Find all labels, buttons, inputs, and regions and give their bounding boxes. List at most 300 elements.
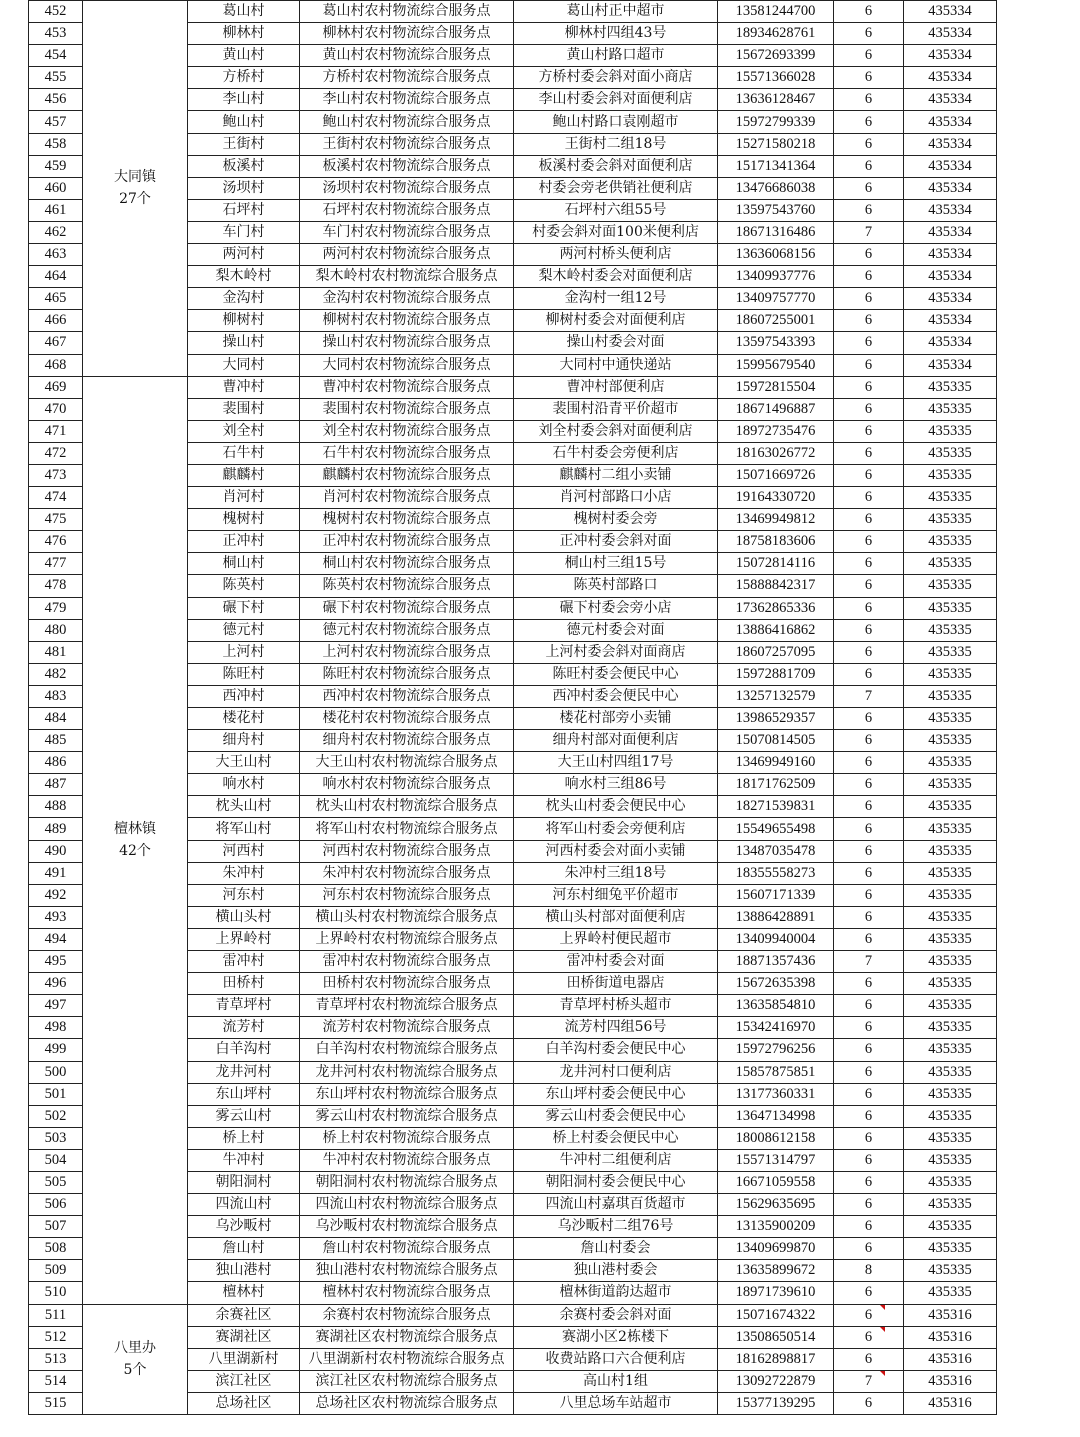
row-number-cell: 488 [29, 796, 83, 818]
count-cell: 6 [834, 420, 904, 442]
row-number-cell: 476 [29, 531, 83, 553]
village-cell: 东山坪村 [188, 1083, 300, 1105]
village-cell: 碾下村 [188, 597, 300, 619]
town-cell [83, 1304, 188, 1414]
village-cell: 詹山村 [188, 1238, 300, 1260]
service-point-cell: 枕头山村农村物流综合服务点 [300, 796, 514, 818]
count-cell: 6 [834, 995, 904, 1017]
count-cell: 6 [834, 1171, 904, 1193]
count-cell: 6 [834, 266, 904, 288]
service-point-cell: 乌沙畈村农村物流综合服务点 [300, 1216, 514, 1238]
count-cell: 6 [834, 45, 904, 67]
phone-cell: 13257132579 [718, 685, 834, 707]
location-cell: 碾下村委会旁小店 [514, 597, 718, 619]
village-cell: 肖河村 [188, 487, 300, 509]
service-point-cell: 碾下村农村物流综合服务点 [300, 597, 514, 619]
phone-cell: 13636068156 [718, 244, 834, 266]
service-point-cell: 流芳村农村物流综合服务点 [300, 1017, 514, 1039]
service-point-cell: 四流山村农村物流综合服务点 [300, 1194, 514, 1216]
postcode-cell: 435334 [904, 332, 997, 354]
postcode-cell: 435316 [904, 1304, 997, 1326]
postcode-cell: 435335 [904, 531, 997, 553]
row-number-cell: 474 [29, 487, 83, 509]
postcode-cell: 435316 [904, 1348, 997, 1370]
row-number-cell: 452 [29, 1, 83, 23]
phone-cell: 15549655498 [718, 818, 834, 840]
village-cell: 车门村 [188, 221, 300, 243]
postcode-cell: 435335 [904, 995, 997, 1017]
location-cell: 上界岭村便民超市 [514, 928, 718, 950]
row-number-cell: 483 [29, 685, 83, 707]
postcode-cell: 435335 [904, 884, 997, 906]
phone-cell: 13469949160 [718, 752, 834, 774]
count-cell: 6 [834, 928, 904, 950]
village-cell: 白羊沟村 [188, 1039, 300, 1061]
row-number-cell: 479 [29, 597, 83, 619]
location-cell: 两河村桥头便利店 [514, 244, 718, 266]
service-point-cell: 车门村农村物流综合服务点 [300, 221, 514, 243]
village-cell: 朱冲村 [188, 862, 300, 884]
count-cell: 6 [834, 442, 904, 464]
postcode-cell: 435335 [904, 928, 997, 950]
row-number-cell: 458 [29, 133, 83, 155]
count-cell: 6 [834, 1304, 904, 1326]
count-cell: 6 [834, 288, 904, 310]
location-cell: 雷冲村委会对面 [514, 951, 718, 973]
service-point-cell: 滨江社区农村物流综合服务点 [300, 1370, 514, 1392]
phone-cell: 13635899672 [718, 1260, 834, 1282]
count-cell: 6 [834, 1061, 904, 1083]
phone-cell: 13476686038 [718, 177, 834, 199]
village-cell: 王街村 [188, 133, 300, 155]
location-cell: 四流山村嘉琪百货超市 [514, 1194, 718, 1216]
location-cell: 西冲村委会便民中心 [514, 685, 718, 707]
table-row [29, 1304, 997, 1326]
count-cell: 6 [834, 906, 904, 928]
phone-cell: 13177360331 [718, 1083, 834, 1105]
location-cell: 高山村1组 [514, 1370, 718, 1392]
service-point-cell: 葛山村农村物流综合服务点 [300, 1, 514, 23]
row-number-cell: 504 [29, 1149, 83, 1171]
location-cell: 村委会斜对面100米便利店 [514, 221, 718, 243]
phone-cell: 16671059558 [718, 1171, 834, 1193]
phone-cell: 15070814505 [718, 730, 834, 752]
count-cell: 8 [834, 1260, 904, 1282]
postcode-cell: 435334 [904, 177, 997, 199]
location-cell: 东山坪村委会便民中心 [514, 1083, 718, 1105]
service-point-cell: 独山港村农村物流综合服务点 [300, 1260, 514, 1282]
village-cell: 方桥村 [188, 67, 300, 89]
comment-marker [880, 1305, 885, 1310]
service-point-cell: 牛冲村农村物流综合服务点 [300, 1149, 514, 1171]
postcode-cell: 435335 [904, 619, 997, 641]
location-cell: 将军山村委会旁便利店 [514, 818, 718, 840]
phone-cell: 15071669726 [718, 464, 834, 486]
service-point-cell: 横山头村农村物流综合服务点 [300, 906, 514, 928]
village-cell: 四流山村 [188, 1194, 300, 1216]
postcode-cell: 435334 [904, 354, 997, 376]
service-point-cell: 响水村农村物流综合服务点 [300, 774, 514, 796]
phone-cell: 18171762509 [718, 774, 834, 796]
village-cell: 乌沙畈村 [188, 1216, 300, 1238]
village-cell: 金沟村 [188, 288, 300, 310]
location-cell: 梨木岭村委会对面便利店 [514, 266, 718, 288]
location-cell: 白羊沟村委会便民中心 [514, 1039, 718, 1061]
phone-cell: 13487035478 [718, 840, 834, 862]
service-point-cell: 板溪村农村物流综合服务点 [300, 155, 514, 177]
service-point-cell: 青草坪村农村物流综合服务点 [300, 995, 514, 1017]
phone-cell: 19164330720 [718, 487, 834, 509]
village-cell: 汤坝村 [188, 177, 300, 199]
postcode-cell: 435335 [904, 487, 997, 509]
phone-cell: 15995679540 [718, 354, 834, 376]
postcode-cell: 435335 [904, 1216, 997, 1238]
count-cell: 6 [834, 332, 904, 354]
count-cell: 6 [834, 796, 904, 818]
service-point-cell: 李山村农村物流综合服务点 [300, 89, 514, 111]
postcode-cell: 435316 [904, 1370, 997, 1392]
location-cell: 乌沙畈村二组76号 [514, 1216, 718, 1238]
village-cell: 刘全村 [188, 420, 300, 442]
count-cell: 6 [834, 199, 904, 221]
phone-cell: 13508650514 [718, 1326, 834, 1348]
village-cell: 雾云山村 [188, 1105, 300, 1127]
phone-cell: 18758183606 [718, 531, 834, 553]
row-number-cell: 514 [29, 1370, 83, 1392]
count-cell: 6 [834, 177, 904, 199]
count-cell: 6 [834, 1216, 904, 1238]
count-cell: 6 [834, 730, 904, 752]
postcode-cell: 435335 [904, 509, 997, 531]
location-cell: 青草坪村桥头超市 [514, 995, 718, 1017]
row-number-cell: 508 [29, 1238, 83, 1260]
location-cell: 陈旺村委会便民中心 [514, 663, 718, 685]
location-cell: 雾云山村委会便民中心 [514, 1105, 718, 1127]
postcode-cell: 435335 [904, 730, 997, 752]
postcode-cell: 435335 [904, 376, 997, 398]
row-number-cell: 463 [29, 244, 83, 266]
postcode-cell: 435335 [904, 1260, 997, 1282]
village-cell: 柳林村 [188, 23, 300, 45]
count-cell: 6 [834, 398, 904, 420]
village-cell: 裴围村 [188, 398, 300, 420]
town-cell [83, 376, 188, 1304]
row-number-cell: 503 [29, 1127, 83, 1149]
count-cell: 6 [834, 133, 904, 155]
row-number-cell: 505 [29, 1171, 83, 1193]
row-number-cell: 470 [29, 398, 83, 420]
count-cell: 6 [834, 111, 904, 133]
service-point-cell: 檀林村农村物流综合服务点 [300, 1282, 514, 1304]
count-cell: 6 [834, 1127, 904, 1149]
phone-cell: 15972799339 [718, 111, 834, 133]
location-cell: 朝阳洞村委会便民中心 [514, 1171, 718, 1193]
service-point-cell: 方桥村农村物流综合服务点 [300, 67, 514, 89]
village-cell: 滨江社区 [188, 1370, 300, 1392]
service-point-cell: 陈旺村农村物流综合服务点 [300, 663, 514, 685]
postcode-cell: 435334 [904, 111, 997, 133]
village-cell: 枕头山村 [188, 796, 300, 818]
count-cell: 6 [834, 619, 904, 641]
postcode-cell: 435335 [904, 641, 997, 663]
phone-cell: 13469949812 [718, 509, 834, 531]
village-cell: 牛冲村 [188, 1149, 300, 1171]
service-point-cell: 槐树村农村物流综合服务点 [300, 509, 514, 531]
count-cell: 7 [834, 221, 904, 243]
village-cell: 操山村 [188, 332, 300, 354]
service-point-cell: 鲍山村农村物流综合服务点 [300, 111, 514, 133]
count-cell: 6 [834, 1105, 904, 1127]
count-cell: 6 [834, 1017, 904, 1039]
village-cell: 鲍山村 [188, 111, 300, 133]
count-cell: 6 [834, 884, 904, 906]
service-point-cell: 西冲村农村物流综合服务点 [300, 685, 514, 707]
village-cell: 横山头村 [188, 906, 300, 928]
service-point-cell: 陈英村农村物流综合服务点 [300, 575, 514, 597]
location-cell: 石坪村六组55号 [514, 199, 718, 221]
count-cell: 6 [834, 1083, 904, 1105]
town-count: 42个 [119, 843, 151, 860]
service-point-cell: 黄山村农村物流综合服务点 [300, 45, 514, 67]
postcode-cell: 435335 [904, 420, 997, 442]
row-number-cell: 512 [29, 1326, 83, 1348]
count-cell: 6 [834, 818, 904, 840]
row-number-cell: 502 [29, 1105, 83, 1127]
row-number-cell: 455 [29, 67, 83, 89]
phone-cell: 15972881709 [718, 663, 834, 685]
location-cell: 方桥村委会斜对面小商店 [514, 67, 718, 89]
village-cell: 八里湖新村 [188, 1348, 300, 1370]
phone-cell: 13409940004 [718, 928, 834, 950]
postcode-cell: 435335 [904, 553, 997, 575]
phone-cell: 13135900209 [718, 1216, 834, 1238]
row-number-cell: 460 [29, 177, 83, 199]
postcode-cell: 435335 [904, 862, 997, 884]
service-point-cell: 田桥村农村物流综合服务点 [300, 973, 514, 995]
village-cell: 两河村 [188, 244, 300, 266]
row-number-cell: 501 [29, 1083, 83, 1105]
location-cell: 上河村委会斜对面商店 [514, 641, 718, 663]
location-cell: 朱冲村三组18号 [514, 862, 718, 884]
count-cell: 6 [834, 752, 904, 774]
village-cell: 梨木岭村 [188, 266, 300, 288]
service-point-cell: 两河村农村物流综合服务点 [300, 244, 514, 266]
count-cell: 6 [834, 23, 904, 45]
phone-cell: 13092722879 [718, 1370, 834, 1392]
location-cell: 枕头山村委会便民中心 [514, 796, 718, 818]
row-number-cell: 467 [29, 332, 83, 354]
service-point-cell: 詹山村农村物流综合服务点 [300, 1238, 514, 1260]
village-cell: 青草坪村 [188, 995, 300, 1017]
comment-marker [880, 1327, 885, 1332]
row-number-cell: 515 [29, 1392, 83, 1414]
postcode-cell: 435335 [904, 1083, 997, 1105]
count-cell: 7 [834, 1370, 904, 1392]
location-cell: 独山港村委会 [514, 1260, 718, 1282]
location-cell: 细舟村部对面便利店 [514, 730, 718, 752]
postcode-cell: 435335 [904, 1017, 997, 1039]
location-cell: 河东村细兔平价超市 [514, 884, 718, 906]
service-point-cell: 梨木岭村农村物流综合服务点 [300, 266, 514, 288]
village-cell: 正冲村 [188, 531, 300, 553]
village-cell: 朝阳洞村 [188, 1171, 300, 1193]
postcode-cell: 435335 [904, 752, 997, 774]
phone-cell: 18871357436 [718, 951, 834, 973]
location-cell: 曹冲村部便利店 [514, 376, 718, 398]
service-point-cell: 总场社区农村物流综合服务点 [300, 1392, 514, 1414]
location-cell: 柳树村委会对面便利店 [514, 310, 718, 332]
count-cell: 6 [834, 641, 904, 663]
phone-cell: 18162898817 [718, 1348, 834, 1370]
table-body [29, 1, 997, 1415]
village-cell: 大王山村 [188, 752, 300, 774]
count-cell: 6 [834, 1194, 904, 1216]
location-cell: 村委会旁老供销社便利店 [514, 177, 718, 199]
location-cell: 桥上村委会便民中心 [514, 1127, 718, 1149]
phone-cell: 18607257095 [718, 641, 834, 663]
service-point-cell: 大同村农村物流综合服务点 [300, 354, 514, 376]
location-cell: 陈英村部路口 [514, 575, 718, 597]
village-cell: 独山港村 [188, 1260, 300, 1282]
location-cell: 正冲村委会斜对面 [514, 531, 718, 553]
location-cell: 操山村委会对面 [514, 332, 718, 354]
postcode-cell: 435334 [904, 266, 997, 288]
count-cell: 6 [834, 1238, 904, 1260]
service-point-cell: 朱冲村农村物流综合服务点 [300, 862, 514, 884]
count-cell: 6 [834, 531, 904, 553]
phone-cell: 18607255001 [718, 310, 834, 332]
count-cell: 6 [834, 663, 904, 685]
postcode-cell: 435335 [904, 1061, 997, 1083]
village-cell: 桐山村 [188, 553, 300, 575]
service-point-cell: 裴围村农村物流综合服务点 [300, 398, 514, 420]
service-point-cell: 楼花村农村物流综合服务点 [300, 708, 514, 730]
row-number-cell: 509 [29, 1260, 83, 1282]
service-point-cell: 柳树村农村物流综合服务点 [300, 310, 514, 332]
village-cell: 曹冲村 [188, 376, 300, 398]
village-cell: 石牛村 [188, 442, 300, 464]
row-number-cell: 506 [29, 1194, 83, 1216]
phone-cell: 13597543760 [718, 199, 834, 221]
row-number-cell: 511 [29, 1304, 83, 1326]
phone-cell: 18008612158 [718, 1127, 834, 1149]
postcode-cell: 435335 [904, 1282, 997, 1304]
location-cell: 余赛村委会斜对面 [514, 1304, 718, 1326]
service-point-cell: 金沟村农村物流综合服务点 [300, 288, 514, 310]
location-cell: 鲍山村路口袁刚超市 [514, 111, 718, 133]
service-point-cell: 刘全村农村物流综合服务点 [300, 420, 514, 442]
postcode-cell: 435334 [904, 67, 997, 89]
town-name: 八里办 [114, 1340, 156, 1357]
location-cell: 柳林村四组43号 [514, 23, 718, 45]
location-cell: 楼花村部旁小卖铺 [514, 708, 718, 730]
postcode-cell: 435334 [904, 244, 997, 266]
row-number-cell: 475 [29, 509, 83, 531]
location-cell: 板溪村委会斜对面便利店 [514, 155, 718, 177]
village-cell: 檀林村 [188, 1282, 300, 1304]
village-cell: 桥上村 [188, 1127, 300, 1149]
row-number-cell: 500 [29, 1061, 83, 1083]
location-cell: 赛湖小区2栋楼下 [514, 1326, 718, 1348]
village-cell: 葛山村 [188, 1, 300, 23]
phone-cell: 15071674322 [718, 1304, 834, 1326]
village-cell: 陈旺村 [188, 663, 300, 685]
row-number-cell: 472 [29, 442, 83, 464]
location-cell: 流芳村四组56号 [514, 1017, 718, 1039]
service-point-cell: 王街村农村物流综合服务点 [300, 133, 514, 155]
count-cell: 6 [834, 973, 904, 995]
phone-cell: 13886428891 [718, 906, 834, 928]
phone-cell: 13409757770 [718, 288, 834, 310]
row-number-cell: 486 [29, 752, 83, 774]
location-cell: 金沟村一组12号 [514, 288, 718, 310]
village-cell: 河东村 [188, 884, 300, 906]
service-point-cell: 雷冲村农村物流综合服务点 [300, 951, 514, 973]
village-cell: 总场社区 [188, 1392, 300, 1414]
count-cell: 6 [834, 774, 904, 796]
village-cell: 田桥村 [188, 973, 300, 995]
postcode-cell: 435334 [904, 155, 997, 177]
location-cell: 王街村二组18号 [514, 133, 718, 155]
village-cell: 雷冲村 [188, 951, 300, 973]
town-count: 5个 [123, 1362, 147, 1379]
village-cell: 板溪村 [188, 155, 300, 177]
phone-cell: 13409937776 [718, 266, 834, 288]
service-point-cell: 石牛村农村物流综合服务点 [300, 442, 514, 464]
location-cell: 田桥街道电器店 [514, 973, 718, 995]
service-point-cell: 汤坝村农村物流综合服务点 [300, 177, 514, 199]
phone-cell: 15972815504 [718, 376, 834, 398]
location-cell: 石牛村委会旁便利店 [514, 442, 718, 464]
count-cell: 6 [834, 1392, 904, 1414]
location-cell: 裴围村沿青平价超市 [514, 398, 718, 420]
postcode-cell: 435335 [904, 597, 997, 619]
postcode-cell: 435335 [904, 1127, 997, 1149]
location-cell: 葛山村正中超市 [514, 1, 718, 23]
postcode-cell: 435335 [904, 1171, 997, 1193]
location-cell: 大王山村四组17号 [514, 752, 718, 774]
service-point-cell: 八里湖新村农村物流综合服务点 [300, 1348, 514, 1370]
location-cell: 大同村中通快递站 [514, 354, 718, 376]
postcode-cell: 435316 [904, 1326, 997, 1348]
service-point-cell: 赛湖社区农村物流综合服务点 [300, 1326, 514, 1348]
row-number-cell: 462 [29, 221, 83, 243]
row-number-cell: 481 [29, 641, 83, 663]
row-number-cell: 471 [29, 420, 83, 442]
town-cell [83, 1, 188, 377]
postcode-cell: 435335 [904, 796, 997, 818]
village-cell: 上界岭村 [188, 928, 300, 950]
service-point-cell: 上界岭村农村物流综合服务点 [300, 928, 514, 950]
phone-cell: 17362865336 [718, 597, 834, 619]
count-cell: 6 [834, 464, 904, 486]
service-point-cell: 德元村农村物流综合服务点 [300, 619, 514, 641]
phone-cell: 13647134998 [718, 1105, 834, 1127]
location-cell: 槐树村委会旁 [514, 509, 718, 531]
phone-cell: 13636128467 [718, 89, 834, 111]
service-point-cell: 雾云山村农村物流综合服务点 [300, 1105, 514, 1127]
location-cell: 刘全村委会斜对面便利店 [514, 420, 718, 442]
count-cell: 6 [834, 708, 904, 730]
postcode-cell: 435335 [904, 906, 997, 928]
service-point-cell: 上河村农村物流综合服务点 [300, 641, 514, 663]
phone-cell: 18971739610 [718, 1282, 834, 1304]
phone-cell: 13886416862 [718, 619, 834, 641]
phone-cell: 18972735476 [718, 420, 834, 442]
postcode-cell: 435316 [904, 1392, 997, 1414]
service-point-cell: 桐山村农村物流综合服务点 [300, 553, 514, 575]
location-cell: 檀林街道韵达超市 [514, 1282, 718, 1304]
